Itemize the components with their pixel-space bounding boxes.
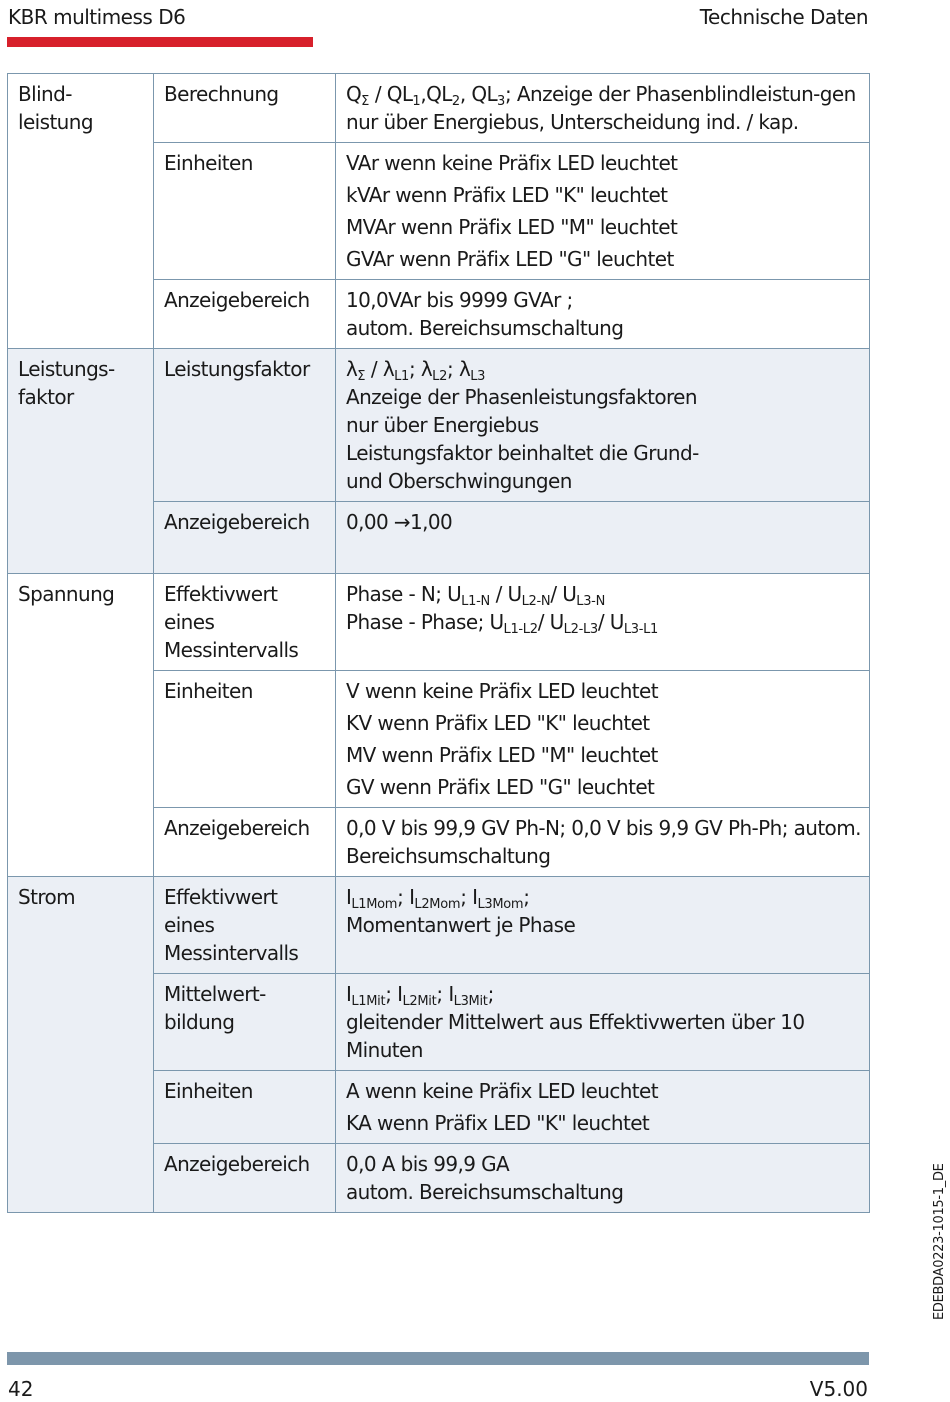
param-value: 0,0 V bis 99,9 GV Ph-N; 0,0 V bis 9,9 GV Ph-Ph; autom. Bereichsumschaltung xyxy=(336,808,870,877)
param-value: $I_{L1Mit}$; $I_{L2Mit}$; $I_{L3Mit}$; gleitender Mittelwert aus Effektivwerten über 10 Minuten xyxy=(336,974,870,1071)
param-label: Einheiten xyxy=(154,671,336,808)
param-value: $\lambda_\Sigma / \lambda_{L1}$; $\lambda_{L2}$; $\lambda_{L3}$ Anzeige der Phasenleistungsfaktoren nur über Energiebus Leistungsfaktor beinhaltet die Grund- und Oberschwingungen xyxy=(336,349,870,502)
row-group-label: Strom xyxy=(8,877,154,1213)
document-title: KBR multimess D6 xyxy=(8,5,186,29)
row-group-label: Leistungs- faktor xyxy=(8,349,154,574)
row-group-label: Spannung xyxy=(8,574,154,877)
row-group-label: Blind- leistung xyxy=(8,74,154,349)
param-label: Effektivwert eines Messintervalls xyxy=(154,574,336,671)
param-label: Mittelwert- bildung xyxy=(154,974,336,1071)
table-row xyxy=(8,74,870,143)
param-label: Anzeigebereich xyxy=(154,280,336,349)
section-title: Technische Daten xyxy=(699,5,868,29)
param-value: VAr wenn keine Präfix LED leuchtet kVAr wenn Präfix LED "K" leuchtet MVAr wenn Präfix LED "M" leuchtet GVAr wenn Präfix LED "G" leuchtet xyxy=(336,143,870,280)
param-label: Berechnung xyxy=(154,74,336,143)
param-label: Einheiten xyxy=(154,143,336,280)
document-code: EDEBDA0223-1015-1_DE xyxy=(932,1163,947,1320)
param-label: Einheiten xyxy=(154,1071,336,1144)
param-value: 0,0 A bis 99,9 GA autom. Bereichsumschaltung xyxy=(336,1144,870,1213)
param-label: Anzeigebereich xyxy=(154,502,336,574)
param-value: $Q_\Sigma / QL_1,QL_2$, $QL_3$; Anzeige der Phasenblindleistun-gen nur über Energiebus, Unterscheidung ind. / kap. xyxy=(336,74,870,143)
table-row xyxy=(8,349,870,502)
param-label: Anzeigebereich xyxy=(154,1144,336,1213)
version-label: V5.00 xyxy=(809,1377,868,1401)
param-label: Effektivwert eines Messintervalls xyxy=(154,877,336,974)
param-value: 0,00 →1,00 xyxy=(336,502,870,574)
table-row xyxy=(8,877,870,974)
footer-bar xyxy=(7,1352,869,1365)
param-label: Leistungsfaktor xyxy=(154,349,336,502)
param-value: 10,0VAr bis 9999 GVAr ; autom. Bereichsumschaltung xyxy=(336,280,870,349)
page-number: 42 xyxy=(8,1377,34,1401)
spec-table xyxy=(7,73,870,1213)
param-value: Phase - N; $U_{L1-N} / U_{L2-N}/$ $U_{L3-N}$ Phase - Phase; $U_{L1-L2}/$ $U_{L2-L3}/$ $U_{L3-L1}$ xyxy=(336,574,870,671)
param-value: $I_{L1Mom}$; $I_{L2Mom}$; $I_{L3Mom}$; Momentanwert je Phase xyxy=(336,877,870,974)
header-accent-bar xyxy=(7,37,313,47)
param-value: A wenn keine Präfix LED leuchtet KA wenn Präfix LED "K" leuchtet xyxy=(336,1071,870,1144)
param-value: V wenn keine Präfix LED leuchtet KV wenn Präfix LED "K" leuchtet MV wenn Präfix LED "M" leuchtet GV wenn Präfix LED "G" leuchtet xyxy=(336,671,870,808)
param-label: Anzeigebereich xyxy=(154,808,336,877)
table-row xyxy=(8,574,870,671)
